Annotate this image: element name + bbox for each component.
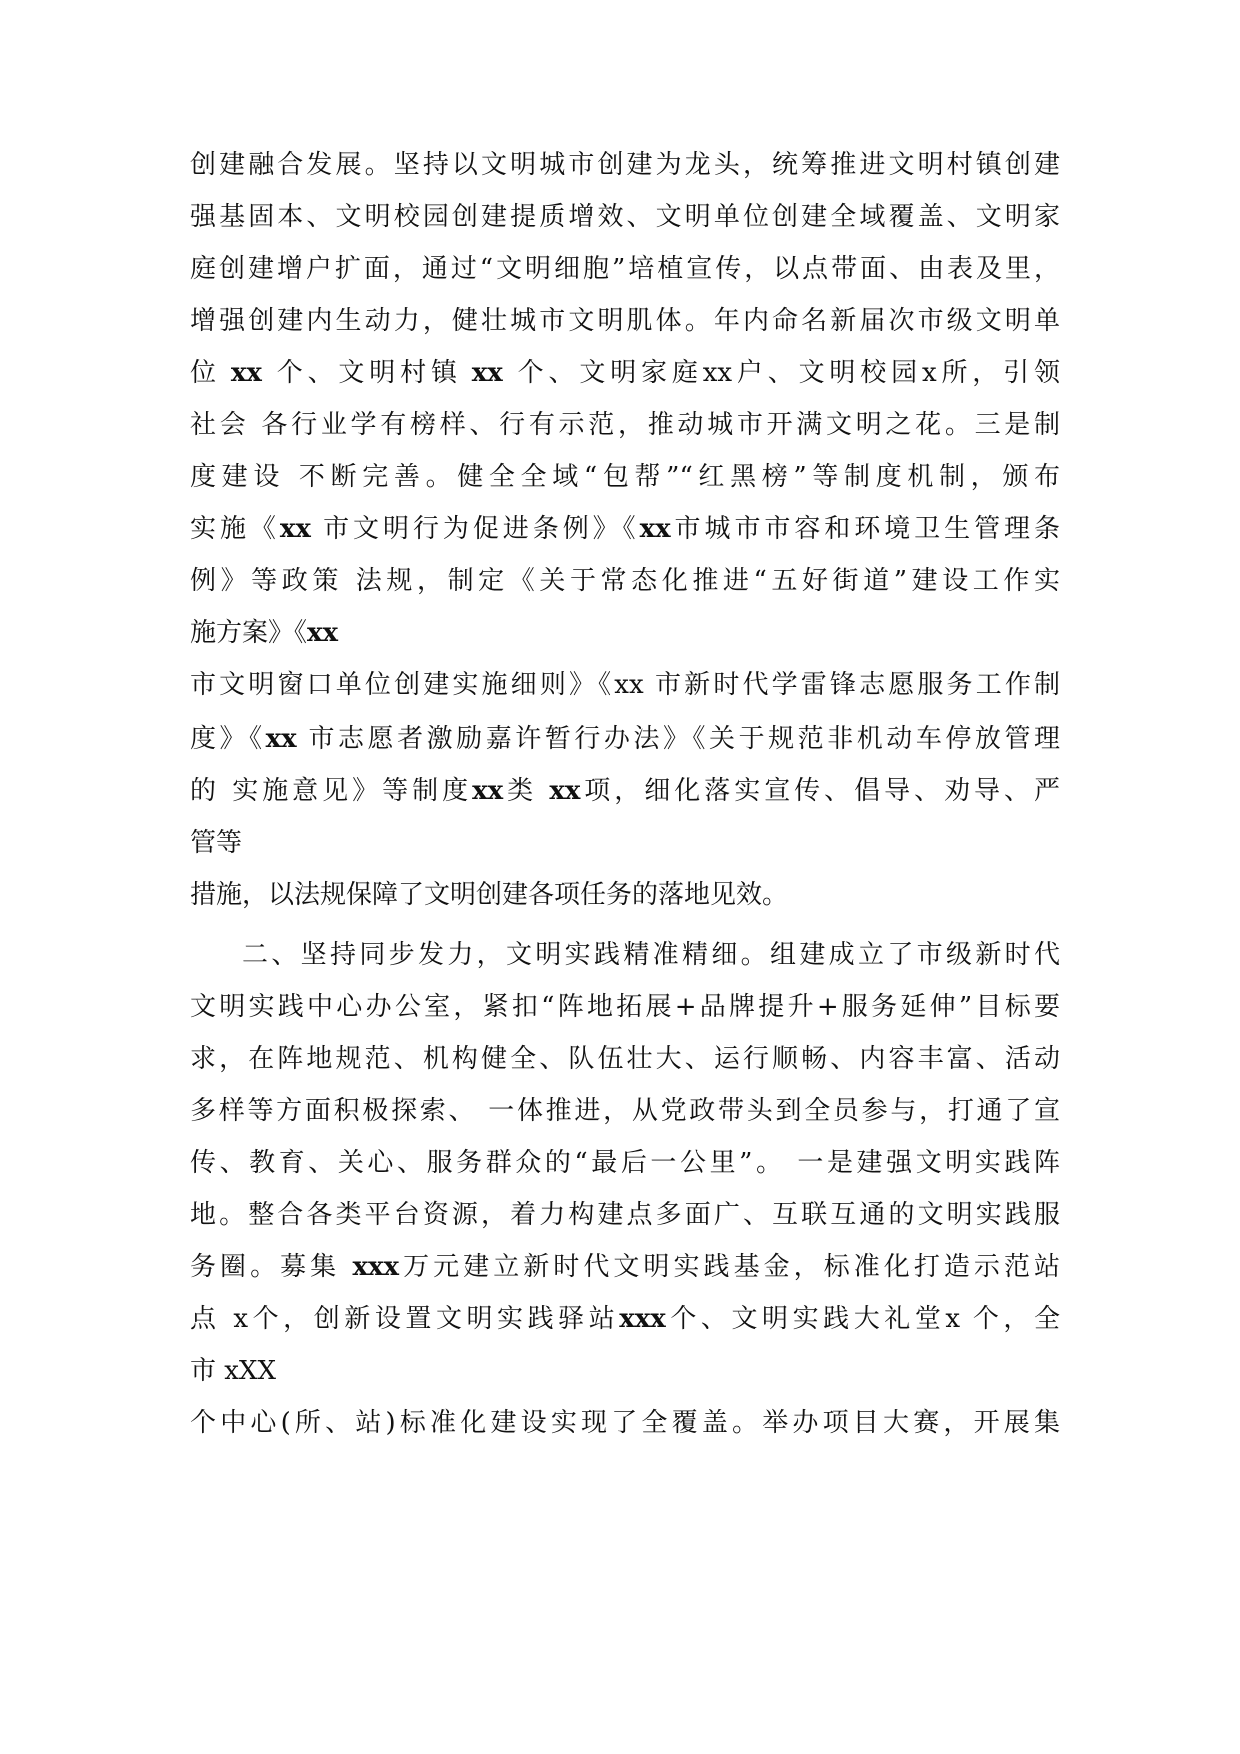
text-segment: 实施《: [190, 514, 280, 544]
text-line: [190, 1299, 1060, 1339]
text-segment: 个、文明村镇: [271, 358, 462, 388]
text-line: [190, 1403, 1060, 1443]
text-segment: 求，在阵地规范、机构健全、队伍壮大、运行顺畅、内容丰富、活动: [190, 1044, 1060, 1074]
text-line: [190, 719, 1060, 759]
text-line: [190, 197, 1060, 237]
text-line: [190, 561, 1060, 601]
text-segment: 务圈。募集: [190, 1252, 353, 1282]
text-line: [190, 1143, 1060, 1183]
text-segment: 增强创建内生动力，健壮城市文明肌体。年内命名新届次市级文明单: [190, 306, 1060, 336]
text-line: [190, 457, 1060, 497]
text-segment: 个中心(所、站)标准化建设实现了全覆盖。举办项目大赛，开展集: [190, 1408, 1060, 1438]
text-line: [190, 353, 1060, 393]
text-segment: 度建设 不断完善。健全全域“包帮”“红黑榜”等制度机制，颁布: [190, 462, 1060, 492]
text-line: [190, 405, 1060, 445]
text-segment: 点 x个，创新设置文明实践驿站: [190, 1304, 620, 1334]
bold-placeholder: xxx: [352, 1252, 400, 1282]
text-segment: 地。整合各类平台资源，着力构建点多面广、互联互通的文明实践服: [190, 1200, 1060, 1230]
text-line: [190, 1351, 1060, 1391]
paragraph-first-line: [242, 935, 1060, 975]
text-segment: 强基固本、文明校园创建提质增效、文明单位创建全域覆盖、文明家: [190, 202, 1060, 232]
bold-placeholder: xxx: [619, 1304, 666, 1334]
text-segment: 万元建立新时代文明实践基金，标准化打造示范站: [399, 1252, 1060, 1282]
text-segment: 庭创建增户扩面，通过“文明细胞”培植宣传，以点带面、由表及里，: [190, 254, 1060, 284]
text-line: [190, 1039, 1060, 1079]
text-segment: 市志愿者激励嘉许暂行办法》《关于规范非机动车停放管理: [296, 724, 1060, 754]
bold-placeholder: xx: [639, 514, 671, 544]
text-segment: 多样等方面积极探索、 一体推进，从党政带头到全员参与，打通了宣: [190, 1096, 1060, 1126]
text-segment: 的 实施意见》等制度: [190, 776, 473, 806]
text-line: [190, 771, 1060, 811]
text-line: [190, 301, 1060, 341]
bold-placeholder: xx: [307, 618, 339, 648]
text-segment: 个、文明家庭xx户、文明校园x所，引领: [512, 358, 1060, 388]
text-line: [190, 613, 1060, 653]
text-line: [190, 1247, 1060, 1287]
text-segment: 社会 各行业学有榜样、行有示范，推动城市开满文明之花。三是制: [190, 410, 1060, 440]
text-segment: 文明实践中心办公室，紧扣“阵地拓展+品牌提升+服务延伸”目标要: [190, 992, 1060, 1022]
bold-placeholder: xx: [230, 358, 262, 388]
bold-placeholder: xx: [471, 358, 503, 388]
text-segment: 项，细化落实宣传、倡导、劝导、严: [580, 776, 1060, 806]
text-segment: 创建融合发展。坚持以文明城市创建为龙头，统筹推进文明村镇创建: [190, 150, 1060, 180]
text-line: [190, 1195, 1060, 1235]
text-segment: 施方案》《: [190, 618, 308, 648]
text-segment: 市城市市容和环境卫生管理条: [670, 514, 1060, 544]
text-segment: 类: [503, 776, 550, 806]
bold-placeholder: xx: [549, 776, 581, 806]
text-line: [190, 1091, 1060, 1131]
text-segment: 管等: [190, 828, 243, 858]
text-segment: 传、教育、关心、服务群众的“最后一公里”。 一是建强文明实践阵: [190, 1148, 1060, 1178]
text-segment: 位: [190, 358, 221, 388]
bold-placeholder: xx: [279, 514, 311, 544]
text-segment: 个、文明实践大礼堂x 个，全: [665, 1304, 1060, 1334]
text-segment: 二、坚持同步发力，文明实践精准精细。组建成立了市级新时代: [242, 940, 1060, 970]
bold-placeholder: xx: [265, 724, 297, 754]
text-segment: 例》等政策 法规，制定《关于常态化推进“五好街道”建设工作实: [190, 566, 1060, 596]
text-line: [190, 875, 1060, 915]
text-segment: 市 xXX: [190, 1356, 276, 1386]
text-line: [190, 509, 1060, 549]
text-line: [190, 987, 1060, 1027]
text-line: [190, 665, 1060, 705]
text-segment: 市文明行为促进条例》《: [310, 514, 640, 544]
text-segment: 市文明窗口单位创建实施细则》《xx 市新时代学雷锋志愿服务工作制: [190, 670, 1060, 700]
text-segment: 度》《: [190, 724, 266, 754]
text-line: [190, 145, 1060, 185]
text-line: [190, 823, 1060, 863]
text-segment: 措施，以法规保障了文明创建各项任务的落地见效。: [190, 880, 789, 910]
text-line: [190, 249, 1060, 289]
bold-placeholder: xx: [472, 776, 504, 806]
